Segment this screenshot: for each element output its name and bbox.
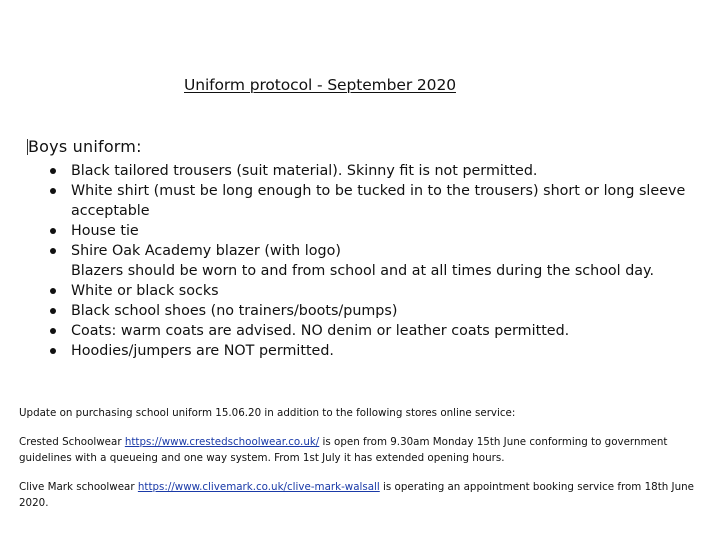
list-item bbox=[50, 161, 690, 181]
list-item bbox=[50, 261, 690, 281]
boys-uniform-heading: Boys uniform: bbox=[28, 137, 142, 156]
clive-suffix: is operating an appointment booking service from 18th June 2020. bbox=[19, 481, 694, 509]
crested-prefix: Crested Schoolwear bbox=[19, 436, 125, 448]
update-intro: Update on purchasing school uniform 15.06.20 in addition to the following stores online service: bbox=[19, 407, 516, 419]
list-item-text: White shirt (must be long enough to be tucked in to the trousers) short or long sleeve acceptable bbox=[71, 183, 686, 219]
clive-mark-link[interactable]: https://www.clivemark.co.uk/clive-mark-walsall bbox=[137, 481, 380, 493]
list-item bbox=[50, 341, 690, 361]
crested-suffix: is open from 9.30am Monday 15th June conforming to government guidelines with a queueing and one way system. From 1st July it has extended opening hours. bbox=[19, 436, 668, 464]
bullet-icon bbox=[50, 168, 56, 174]
bullet-icon bbox=[50, 308, 56, 314]
list-item-text: Blazers should be worn to and from school and at all times during the school day. bbox=[71, 263, 655, 279]
bullet-icon bbox=[50, 248, 56, 254]
crested-schoolwear-paragraph bbox=[19, 434, 709, 466]
list-item-text: White or black socks bbox=[71, 283, 219, 299]
clive-mark-paragraph bbox=[19, 479, 709, 511]
list-item bbox=[50, 321, 690, 341]
bullet-icon bbox=[50, 228, 56, 234]
bullet-icon bbox=[50, 328, 56, 334]
list-item bbox=[50, 301, 690, 321]
crested-schoolwear-link[interactable]: https://www.crestedschoolwear.co.uk/ bbox=[124, 436, 320, 448]
list-item-text: Coats: warm coats are advised. NO denim or leather coats permitted. bbox=[71, 323, 570, 339]
list-item-text: Hoodies/jumpers are NOT permitted. bbox=[71, 343, 334, 359]
list-item-text: House tie bbox=[71, 223, 139, 239]
document-title: Uniform protocol - September 2020 bbox=[184, 76, 456, 94]
list-item bbox=[50, 221, 690, 241]
bullet-icon bbox=[50, 348, 56, 354]
bullet-icon bbox=[50, 288, 56, 294]
update-section bbox=[19, 405, 709, 524]
list-item-text: Black school shoes (no trainers/boots/pumps) bbox=[71, 303, 398, 319]
list-item-text: Black tailored trousers (suit material). Skinny fit is not permitted. bbox=[71, 163, 538, 179]
list-item bbox=[50, 181, 690, 221]
list-item bbox=[50, 281, 690, 301]
bullet-icon bbox=[50, 188, 56, 194]
list-item-text: Shire Oak Academy blazer (with logo) bbox=[71, 243, 341, 259]
boys-uniform-list bbox=[50, 161, 690, 361]
list-item bbox=[50, 241, 690, 261]
clive-prefix: Clive Mark schoolwear bbox=[19, 481, 138, 493]
